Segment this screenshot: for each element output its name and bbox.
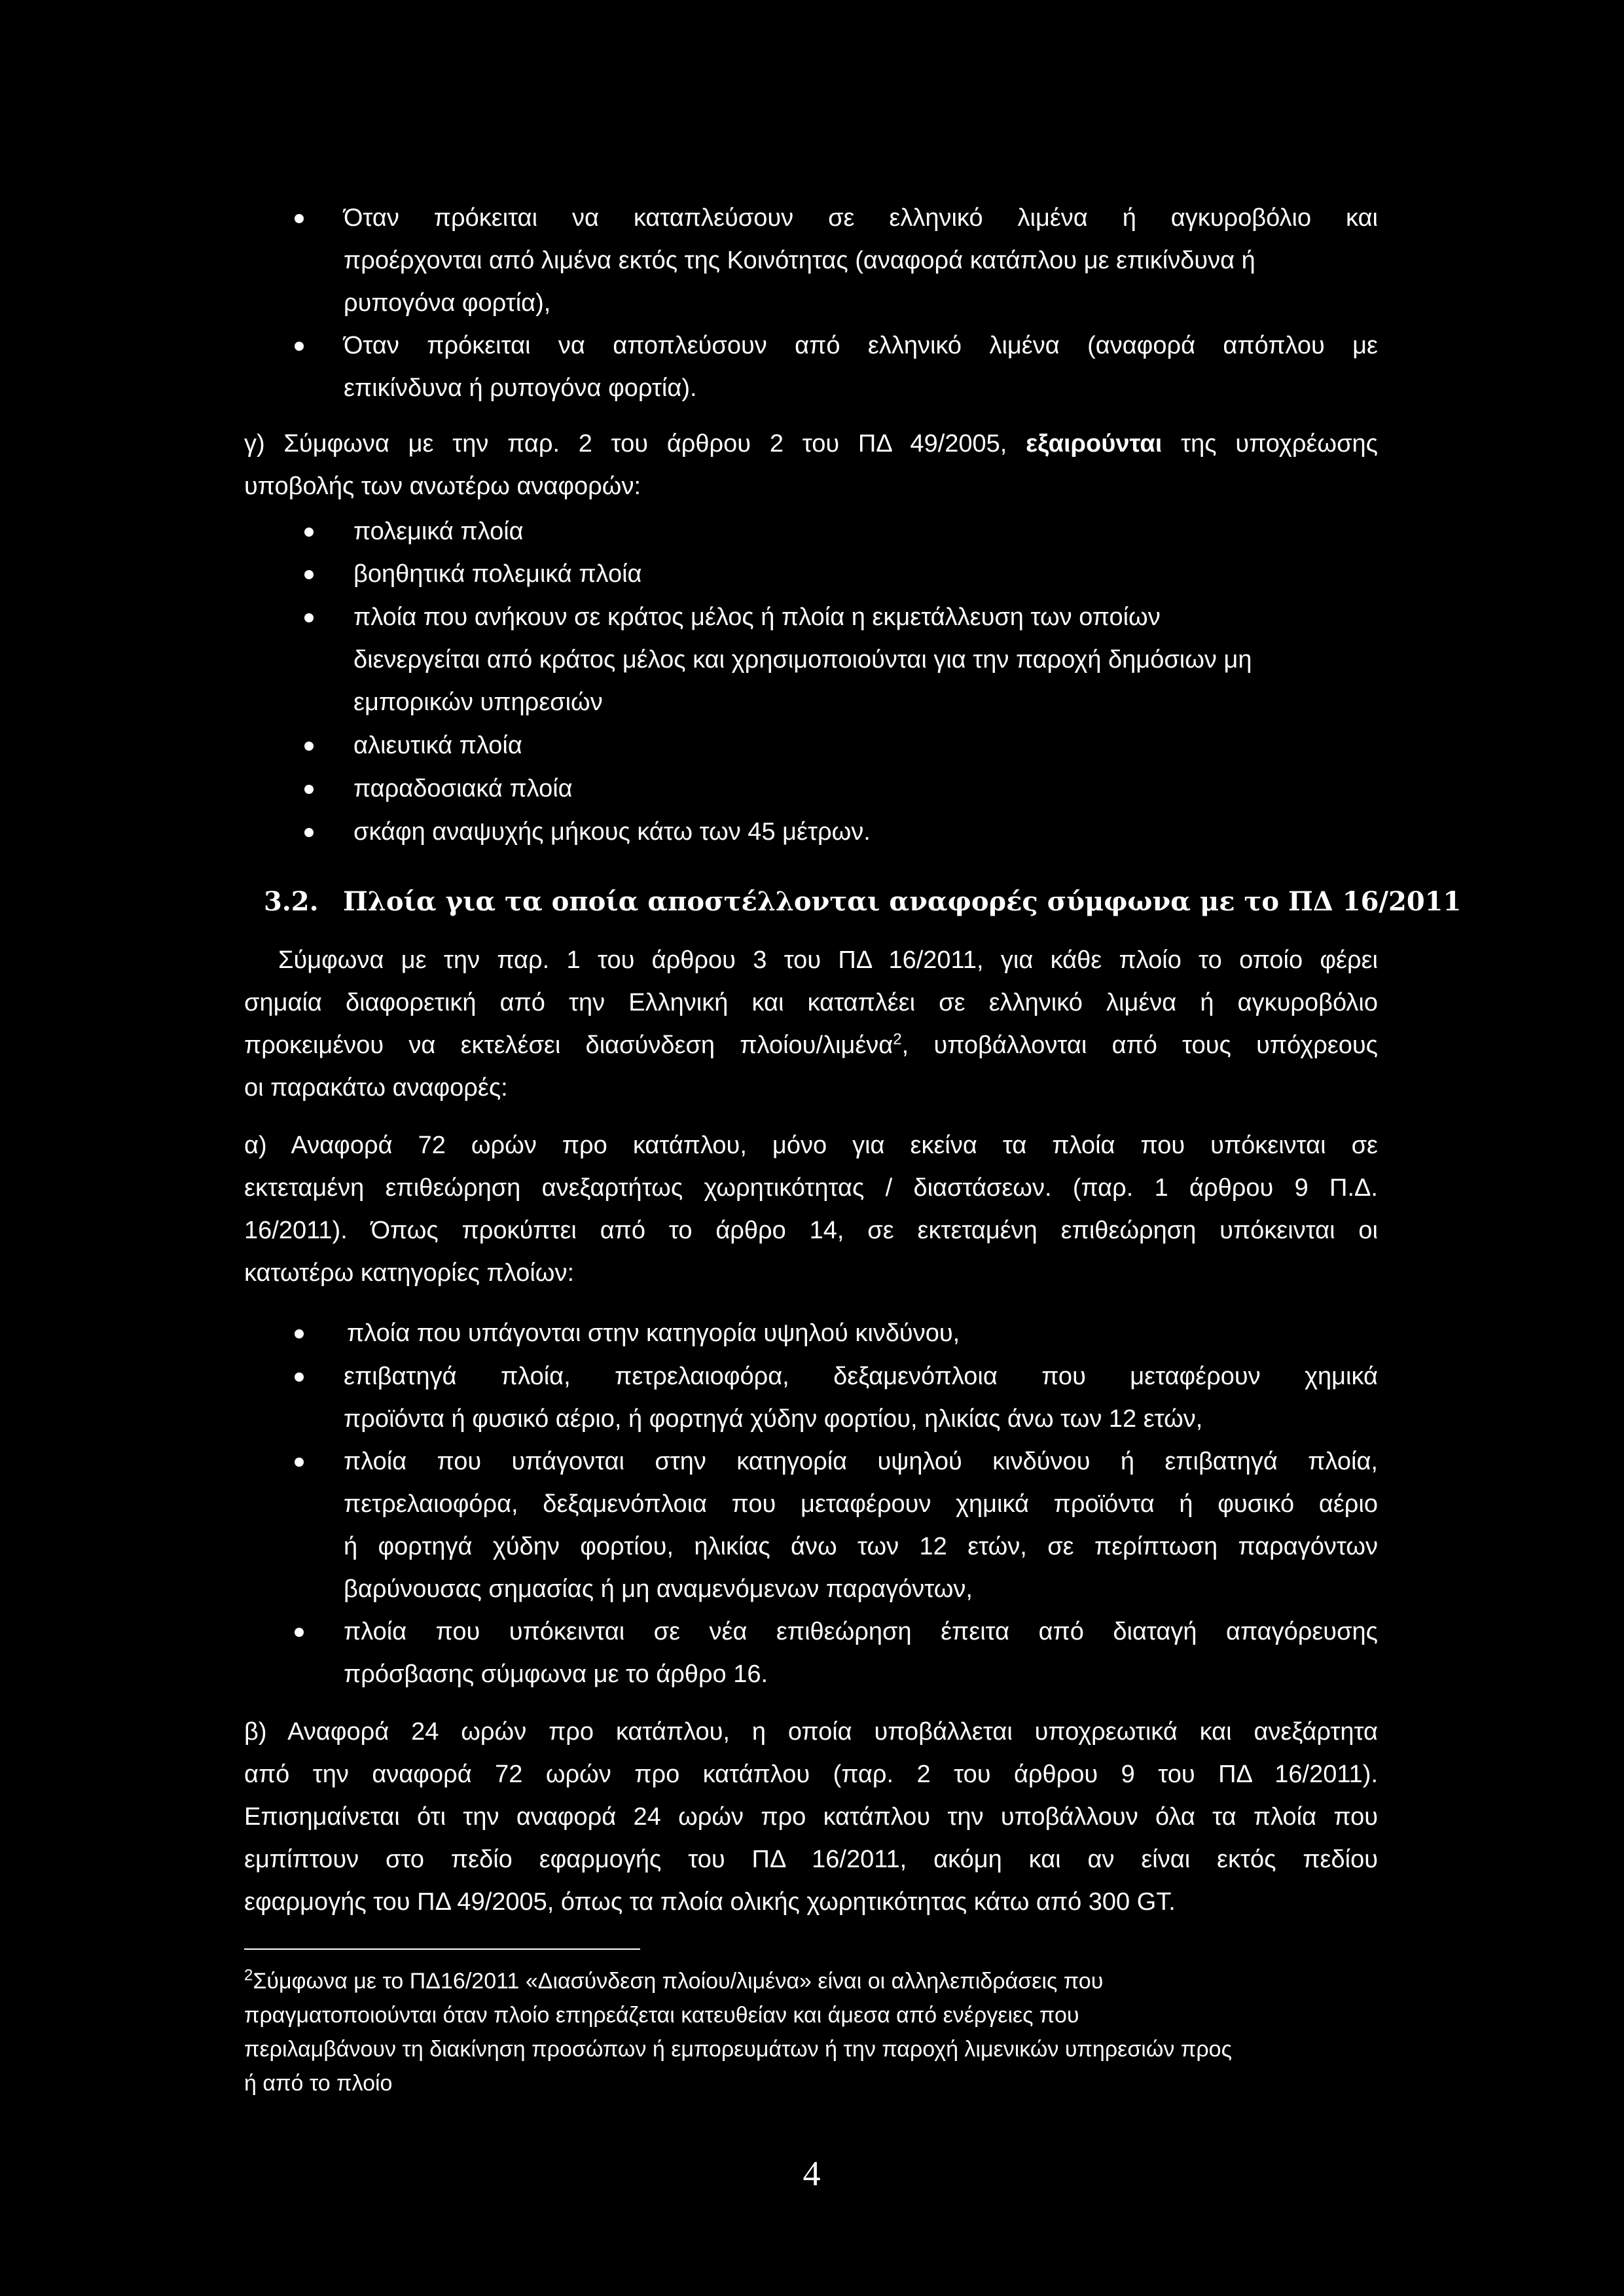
para-intro-line-2: σημαία διαφορετική από την Ελληνική και καταπλέει σε ελληνικό λιμένα ή αγκυροβόλιο (244, 989, 1378, 1016)
para-intro-line-3: προκειμένου να εκτελέσει διασύνδεση πλοίου/λιμένα$^2$, υποβάλλονται από τους υπόχρεους (244, 1030, 1378, 1059)
inspection-item-2-line-1: επιβατηγά πλοία, πετρελαιοφόρα, δεξαμενόπλοια που μεταφέρουν χημικά (344, 1363, 1378, 1390)
para-a-line-4: κατωτέρω κατηγορίες πλοίων: (244, 1259, 575, 1287)
bullet-dot (295, 342, 304, 351)
intro-bullet-1-line-2: προέρχονται από λιμένα εκτός της Κοινότητας (αναφορά κατάπλου με επικίνδυνα ή (344, 247, 1255, 274)
para-intro-line-1: Σύμφωνα με την παρ. 1 του άρθρου 3 του ΠΔ 16/2011, για κάθε πλοίο το οποίο φέρει (278, 946, 1378, 974)
section-title: Πλοία για τα οποία αποστέλλονται αναφορές σύμφωνα με το ΠΔ 16/2011 (343, 886, 1462, 917)
para-intro-line-4: οι παρακάτω αναφορές: (244, 1074, 508, 1102)
para-b-line-2: από την αναφορά 72 ωρών προ κατάπλου (παρ. 2 του άρθρου 9 του ΠΔ 16/2011). (244, 1761, 1378, 1788)
exempt-item-6: σκάφη αναψυχής μήκους κάτω των 45 μέτρων. (353, 818, 871, 846)
inspection-item-1: πλοία που υπάγονται στην κατηγορία υψηλού κινδύνου, (347, 1319, 960, 1347)
para-g-line-1: γ) Σύμφωνα με την παρ. 2 του άρθρου 2 του ΠΔ 49/2005, εξαιρούνται της υποχρέωσης (244, 430, 1378, 457)
bullet-dot (304, 785, 314, 794)
bullet-dot (295, 1329, 304, 1338)
bullet-dot (304, 528, 314, 537)
footnote-separator (244, 1948, 640, 1950)
intro-bullet-2-line-1: Όταν πρόκειται να αποπλεύσουν από ελληνικό λιμένα (αναφορά απόπλου με (344, 332, 1378, 359)
inspection-item-3-line-1: πλοία που υπάγονται στην κατηγορία υψηλού κινδύνου ή επιβατηγά πλοία, (344, 1448, 1378, 1475)
footnote-line-3: περιλαμβάνουν τη διακίνηση προσώπων ή εμπορευμάτων ή την παροχή λιμενικών υπηρεσιών προς (244, 2037, 1232, 2062)
inspection-item-3-line-2: πετρελαιοφόρα, δεξαμενόπλοια που μεταφέρουν χημικά προϊόντα ή φυσικό αέριο (344, 1490, 1378, 1518)
footnote-line-2: πραγματοποιούνται όταν πλοίο επηρεάζεται κατευθείαν και άμεσα από ενέργειες που (244, 2003, 1079, 2028)
page-number: 4 (803, 2154, 821, 2193)
bullet-dot (295, 1458, 304, 1467)
bullet-dot (295, 1372, 304, 1382)
exempt-item-2: βοηθητικά πολεμικά πλοία (353, 560, 642, 588)
bullet-dot (295, 214, 304, 223)
inspection-item-2-line-2: προϊόντα ή φυσικό αέριο, ή φορτηγά χύδην φορτίου, ηλικίας άνω των 12 ετών, (344, 1405, 1203, 1433)
exempt-item-4: αλιευτικά πλοία (353, 732, 522, 759)
inspection-item-3-line-3: ή φορτηγά χύδην φορτίου, ηλικίας άνω των 12 ετών, σε περίπτωση παραγόντων (344, 1533, 1378, 1560)
para-b-line-5: εφαρμογής του ΠΔ 49/2005, όπως τα πλοία ολικής χωρητικότητας κάτω από 300 GT. (244, 1888, 1176, 1916)
bullet-dot (304, 613, 314, 622)
footnote-reference: 2 (893, 1030, 902, 1049)
exempt-item-3-line-2: διενεργείται από κράτος μέλος και χρησιμοποιούνται για την παροχή δημόσιων μη (353, 646, 1252, 673)
exempt-item-3-line-1: πλοία που ανήκουν σε κράτος μέλος ή πλοία η εκμετάλλευση των οποίων (353, 603, 1161, 631)
exempt-item-5: παραδοσιακά πλοία (353, 775, 573, 802)
para-a-line-2: εκτεταμένη επιθεώρηση ανεξαρτήτως χωρητικότητας / διαστάσεων. (παρ. 1 άρθρου 9 Π.Δ. (244, 1174, 1378, 1202)
exempt-item-3-line-3: εμπορικών υπηρεσιών (353, 689, 603, 716)
bullet-dot (304, 570, 314, 579)
bullet-dot (295, 1628, 304, 1637)
intro-bullet-2-line-2: επικίνδυνα ή ρυπογόνα φορτία). (344, 374, 697, 402)
para-b-line-1: β) Αναφορά 24 ωρών προ κατάπλου, η οποία υποβάλλεται υποχρεωτικά και ανεξάρτητα (244, 1718, 1378, 1746)
para-b-line-4: εμπίπτουν στο πεδίο εφαρμογής του ΠΔ 16/2011, ακόμη και αν είναι εκτός πεδίου (244, 1846, 1378, 1873)
inspection-item-4-line-2: πρόσβασης σύμφωνα με το άρθρο 16. (344, 1660, 768, 1688)
inspection-item-3-line-4: βαρύνουσας σημασίας ή μη αναμενόμενων παραγόντων, (344, 1575, 973, 1603)
footnote-line-1: $^2$Σύμφωνα με το ΠΔ16/2011 «Διασύνδεση πλοίου/λιμένα» είναι οι αλληλεπιδράσεις που (244, 1966, 1104, 1994)
intro-bullet-1-line-3: ρυπογόνα φορτία), (344, 289, 551, 317)
footnote-line-4: ή από το πλοίο (244, 2071, 393, 2096)
intro-bullet-1-line-1: Όταν πρόκειται να καταπλεύσουν σε ελληνικό λιμένα ή αγκυροβόλιο και (344, 204, 1378, 232)
para-b-line-3: Επισημαίνεται ότι την αναφορά 24 ωρών προ κατάπλου την υποβάλλουν όλα τα πλοία που (244, 1803, 1378, 1831)
para-g-line-2: υποβολής των ανωτέρω αναφορών: (244, 473, 641, 500)
footnote-marker: 2 (244, 1966, 253, 1984)
bullet-dot (304, 828, 314, 837)
bullet-dot (304, 742, 314, 751)
section-number: 3.2. (264, 886, 319, 917)
inspection-item-4-line-1: πλοία που υπόκεινται σε νέα επιθεώρηση έπειτα από διαταγή απαγόρευσης (344, 1618, 1378, 1645)
para-a-line-1: α) Αναφορά 72 ωρών προ κατάπλου, μόνο για εκείνα τα πλοία που υπόκεινται σε (244, 1132, 1378, 1159)
exempt-item-1: πολεμικά πλοία (353, 518, 524, 545)
para-a-line-3: 16/2011). Όπως προκύπτει από το άρθρο 14, σε εκτεταμένη επιθεώρηση υπόκεινται οι (244, 1217, 1378, 1244)
